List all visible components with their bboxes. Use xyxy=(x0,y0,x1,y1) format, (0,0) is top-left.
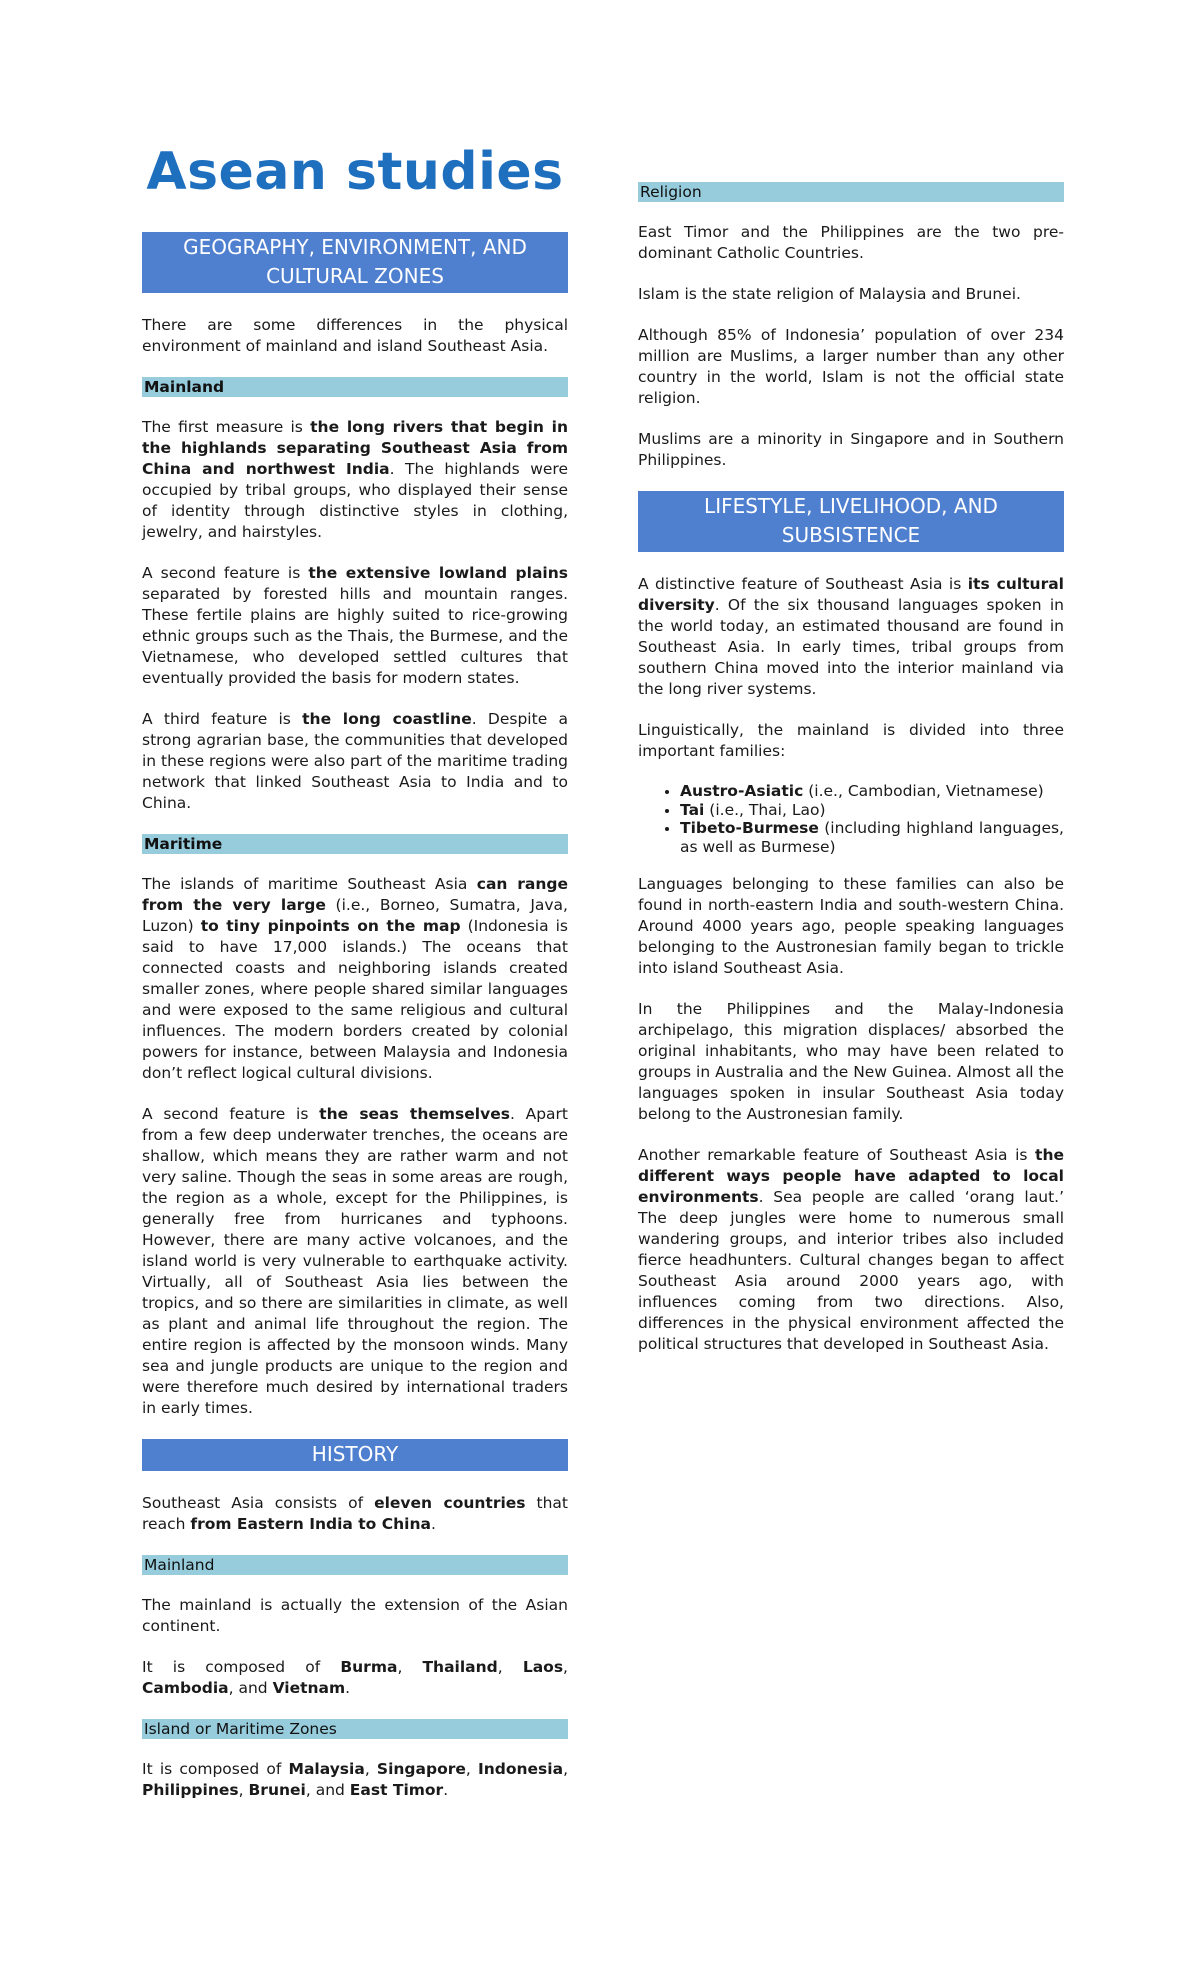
section-heading-lifestyle: LIFESTYLE, LIVELIHOOD, AND SUBSISTENCE xyxy=(638,491,1064,552)
history-mainland-paragraph-1: The mainland is actually the extension of the Asian continent. xyxy=(142,1596,568,1635)
lifestyle-paragraph-4: In the Philippines and the Malay-Indonesia archipelago, this migration displaces/ absorbed the original inhabitants, who may have been related to groups in Australia and the New Guinea. Almost all the languages spoken in insular Southeast Asia today belong to the Austronesian family. xyxy=(638,1000,1064,1123)
maritime-paragraph-2: A second feature is the seas themselves. Apart from a few deep underwater trenches, the oceans are shallow, which means they are rather warm and not very saline. Though the seas in some areas are rough, the region as a whole, except for the Philippines, is generally free from hurricanes and typhoons. However, there are many active volcanoes, and the island world is very vulnerable to earthquake activity. Virtually, all of Southeast Asia lies between the tropics, and so there are similarities in climate, as well as plant and animal life throughout the region. The entire region is affected by the monsoon winds. Many sea and jungle products are unique to the region and were therefore much desired by international traders in early times. xyxy=(142,1105,568,1417)
list-item: • Tai (i.e., Thai, Lao) xyxy=(680,801,1064,820)
page-title: Asean studies xyxy=(146,142,564,202)
subheading-mainland: Mainland xyxy=(142,377,568,397)
right-column xyxy=(638,182,1064,1375)
lifestyle-paragraph-2: Linguistically, the mainland is divided into three important families: xyxy=(638,721,1064,760)
history-paragraph-1: Southeast Asia consists of eleven countries that reach from Eastern India to China. xyxy=(142,1494,568,1533)
left-column xyxy=(142,140,568,1821)
lifestyle-paragraph-5: Another remarkable feature of Southeast Asia is the different ways people have adapted to local environments. Sea people are called ‘orang laut.’ The deep jungles were home to numerous small wandering groups, and interior tribes also included fierce headhunters. Cultural changes began to affect Southeast Asia around 2000 years ago, with influences coming from two directions. Also, differences in the physical environment affected the political structures that developed in Southeast Asia. xyxy=(638,1146,1064,1353)
lifestyle-paragraph-3: Languages belonging to these families can also be found in north-eastern India and south-western China. Around 4000 years ago, people speaking languages belonging to the Austronesian family began to trickle into island Southeast Asia. xyxy=(638,875,1064,977)
religion-paragraph-2: Islam is the state religion of Malaysia and Brunei. xyxy=(638,285,1021,303)
subheading-maritime: Maritime xyxy=(142,834,568,854)
mainland-paragraph-3: A third feature is the long coastline. Despite a strong agrarian base, the communities that developed in these regions were also part of the maritime trading network that linked Southeast Asia to India and to China. xyxy=(142,710,568,812)
subheading-religion: Religion xyxy=(638,182,1064,202)
language-family-list xyxy=(638,782,1064,856)
island-paragraph-1: It is composed of Malaysia, Singapore, Indonesia, Philippines, Brunei, and East Timor. xyxy=(142,1760,568,1799)
section-heading-history: HISTORY xyxy=(142,1439,568,1471)
religion-paragraph-4: Muslims are a minority in Singapore and in Southern Philippines. xyxy=(638,430,1064,469)
subheading-island-zones: Island or Maritime Zones xyxy=(142,1719,568,1739)
subheading-history-mainland: Mainland xyxy=(142,1555,568,1575)
religion-paragraph-3: Although 85% of Indonesia’ population of over 234 million are Muslims, a larger number than any other country in the world, Islam is not the official state religion. xyxy=(638,326,1064,407)
mainland-paragraph-1: The first measure is the long rivers that begin in the highlands separating Southeast Asia from China and northwest India. The highlands were occupied by tribal groups, who displayed their sense of identity through distinctive styles in clothing, jewelry, and hairstyles. xyxy=(142,418,568,541)
list-item: • Tibeto-Burmese (including highland languages, as well as Burmese) xyxy=(680,819,1064,856)
geography-intro: There are some differences in the physical environment of mainland and island Southeast Asia. xyxy=(142,316,568,355)
religion-paragraph-1: East Timor and the Philippines are the two pre-dominant Catholic Countries. xyxy=(638,223,1064,262)
history-mainland-paragraph-2: It is composed of Burma, Thailand, Laos, Cambodia, and Vietnam. xyxy=(142,1658,568,1697)
maritime-paragraph-1: The islands of maritime Southeast Asia can range from the very large (i.e., Borneo, Sumatra, Java, Luzon) to tiny pinpoints on the map (Indonesia is said to have 17,000 islands.) The oceans that connected coasts and neighboring islands created smaller zones, where people shared similar languages and were exposed to the same religious and cultural influences. The modern borders created by colonial powers for instance, between Malaysia and Indonesia don’t reflect logical cultural divisions. xyxy=(142,875,568,1082)
list-item: • Austro-Asiatic (i.e., Cambodian, Vietnamese) xyxy=(680,782,1064,801)
lifestyle-paragraph-1: A distinctive feature of Southeast Asia is its cultural diversity. Of the six thousand languages spoken in the world today, an estimated thousand are found in Southeast Asia. In early times, tribal groups from southern China moved into the interior mainland via the long river systems. xyxy=(638,575,1064,698)
mainland-paragraph-2: A second feature is the extensive lowland plains separated by forested hills and mountain ranges. These fertile plains are highly suited to rice-growing ethnic groups such as the Thais, the Burmese, and the Vietnamese, who developed settled cultures that eventually provided the basis for modern states. xyxy=(142,564,568,687)
section-heading-geography: GEOGRAPHY, ENVIRONMENT, AND CULTURAL ZONES xyxy=(142,232,568,293)
